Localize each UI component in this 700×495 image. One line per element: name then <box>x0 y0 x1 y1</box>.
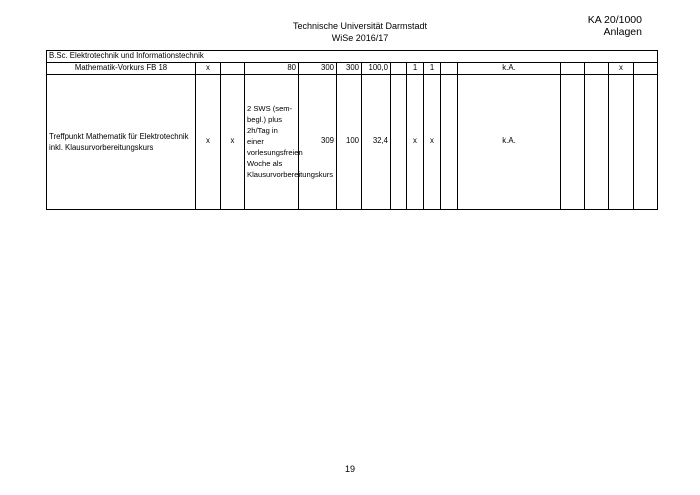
table-cell <box>391 74 407 209</box>
table-cell <box>561 62 585 74</box>
table-cell <box>391 62 407 74</box>
table-row <box>47 62 658 74</box>
table-cell: 1 <box>407 62 424 74</box>
table-cell: x <box>424 74 441 209</box>
course-table <box>46 50 658 210</box>
table-cell: 300 <box>337 62 362 74</box>
section-title: B.Sc. Elektrotechnik und Informationstechnik <box>47 51 658 63</box>
table-cell <box>585 74 609 209</box>
table-cell: 32,4 <box>362 74 391 209</box>
table-cell <box>585 62 609 74</box>
table-cell <box>441 62 458 74</box>
table-cell: 309 <box>299 74 337 209</box>
table-cell: x <box>196 62 221 74</box>
table-cell: 100,0 <box>362 62 391 74</box>
reference-number: KA 20/1000 <box>587 14 642 26</box>
table-cell: 80 <box>245 62 299 74</box>
table-cell <box>609 74 634 209</box>
table-cell: x <box>407 74 424 209</box>
course-name: Treffpunkt Mathematik für Elektrotechnik inkl. Klausurvorbereitungskurs <box>47 74 196 209</box>
table-cell <box>634 74 658 209</box>
table-cell: 100 <box>337 74 362 209</box>
course-description: 2 SWS (sem-begl.) plus 2h/Tag in einer vorlesungsfreien Woche als Klausurvorbereitungskurs <box>245 74 299 209</box>
document-header <box>260 20 460 44</box>
semester-label: WiSe 2016/17 <box>331 33 389 43</box>
table-cell: k.A. <box>458 74 561 209</box>
course-name: Mathematik-Vorkurs FB 18 <box>47 62 196 74</box>
table-cell <box>441 74 458 209</box>
table-cell <box>561 74 585 209</box>
table-cell <box>221 62 245 74</box>
attachments-label: Anlagen <box>603 26 642 38</box>
university-name: Technische Universität Darmstadt <box>292 21 428 31</box>
section-row <box>47 51 658 63</box>
table-cell: x <box>221 74 245 209</box>
table-cell: x <box>609 62 634 74</box>
table-cell: 1 <box>424 62 441 74</box>
page-number: 19 <box>344 464 355 474</box>
table-cell <box>634 62 658 74</box>
reference-block <box>588 14 642 38</box>
table-cell: x <box>196 74 221 209</box>
table-row <box>47 74 658 209</box>
table-cell: k.A. <box>458 62 561 74</box>
table-cell: 300 <box>299 62 337 74</box>
